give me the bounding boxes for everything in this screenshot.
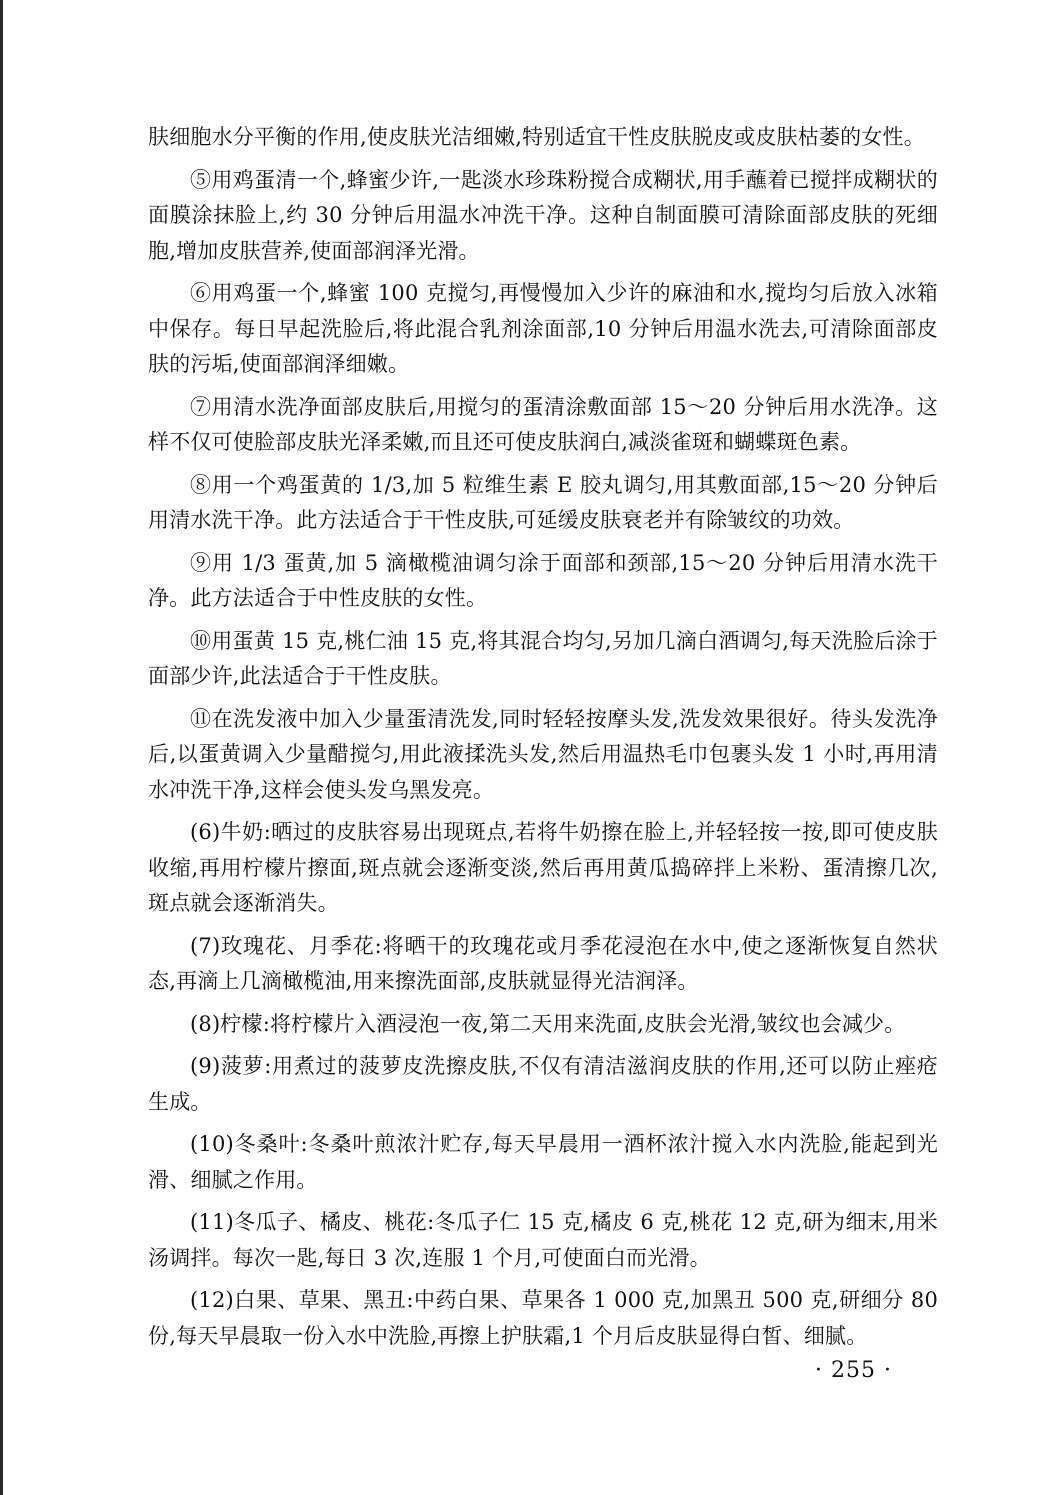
paragraph-item-8: ⑧用一个鸡蛋黄的 1/3,加 5 粒维生素 E 胶丸调匀,用其敷面部,15～20 分钟后用清水洗干净。此方法适合于干性皮肤,可延缓皮肤衰老并有除皱纹的功效。 (148, 472, 938, 532)
paragraph-pineapple: (9)菠萝:用煮过的菠萝皮洗擦皮肤,不仅有清洁滋润皮肤的作用,还可以防止痤疮生成。 (148, 1054, 938, 1114)
paragraph-item-9: ⑨用 1/3 蛋黄,加 5 滴橄榄油调匀涂于面部和颈部,15～20 分钟后用清水洗干净。此方法适合于中性皮肤的女性。 (148, 550, 938, 610)
paragraph-item-6: ⑥用鸡蛋一个,蜂蜜 100 克搅匀,再慢慢加入少许的麻油和水,搅均匀后放入冰箱中保存。每日早起洗脸后,将此混合乳剂涂面部,10 分钟后用温水洗去,可清除面部皮肤的污垢,使面部润泽细嫩。 (148, 281, 938, 376)
paragraph-wax-gourd-seed: (11)冬瓜子、橘皮、桃花:冬瓜子仁 15 克,橘皮 6 克,桃花 12 克,研为细末,用米汤调拌。每次一匙,每日 3 次,连服 1 个月,可使面白而光滑。 (148, 1210, 938, 1270)
paragraph-ginkgo: (12)白果、草果、黑丑:中药白果、草果各 1 000 克,加黑丑 500 克,研细分 80 份,每天早晨取一份入水中洗脸,再擦上护肤霜,1 个月后皮肤显得白皙、细腻。 (148, 1288, 938, 1348)
paragraph-lemon: (8)柠檬:将柠檬片入酒浸泡一夜,第二天用来洗面,皮肤会光滑,皱纹也会减少。 (190, 1011, 906, 1036)
paragraph-item-5: ⑤用鸡蛋清一个,蜂蜜少许,一匙淡水珍珠粉搅合成糊状,用手蘸着已搅拌成糊状的面膜涂抹脸上,约 30 分钟后用温水冲洗干净。这种自制面膜可清除面部皮肤的死细胞,增加皮肤营养,使面部润泽光滑。 (148, 167, 938, 263)
paragraph-milk: (6)牛奶:晒过的皮肤容易出现斑点,若将牛奶擦在脸上,并轻轻按一按,即可使皮肤收缩,再用柠檬片擦面,斑点就会逐渐变淡,然后再用黄瓜捣碎拌上米粉、蛋清擦几次,斑点就会逐渐消失。 (148, 820, 938, 915)
paragraph-item-7: ⑦用清水洗净面部皮肤后,用搅匀的蛋清涂敷面部 15～20 分钟后用水洗净。这样不仅可使脸部皮肤光泽柔嫩,而且还可使皮肤润白,减淡雀斑和蝴蝶斑色素。 (148, 394, 938, 454)
page-number: · 255 · (815, 1358, 892, 1383)
page-edge-shadow (0, 0, 3, 1495)
paragraph-item-10: ⑩用蛋黄 15 克,桃仁油 15 克,将其混合均匀,另加几滴白酒调匀,每天洗脸后涂于面部少许,此法适合于干性皮肤。 (148, 628, 938, 688)
paragraph-mulberry-leaf: (10)冬桑叶:冬桑叶煎浓汁贮存,每天早晨用一酒杯浓汁搅入水内洗脸,能起到光滑、细腻之作用。 (148, 1132, 938, 1192)
body-text (148, 120, 938, 1361)
paragraph-rose: (7)玫瑰花、月季花:将晒干的玫瑰花或月季花浸泡在水中,使之逐渐恢复自然状态,再滴上几滴橄榄油,用来擦洗面部,皮肤就显得光洁润泽。 (148, 933, 938, 993)
paragraph-item-11: ⑪在洗发液中加入少量蛋清洗发,同时轻轻按摩头发,洗发效果很好。待头发洗净后,以蛋黄调入少量醋搅匀,用此液揉洗头发,然后用温热毛巾包裹头发 1 小时,再用清水冲洗干净,这样会使头发乌黑发亮。 (148, 706, 938, 802)
paragraph-continued: 肤细胞水分平衡的作用,使皮肤光洁细嫩,特别适宜干性皮肤脱皮或皮肤枯萎的女性。 (148, 125, 925, 149)
